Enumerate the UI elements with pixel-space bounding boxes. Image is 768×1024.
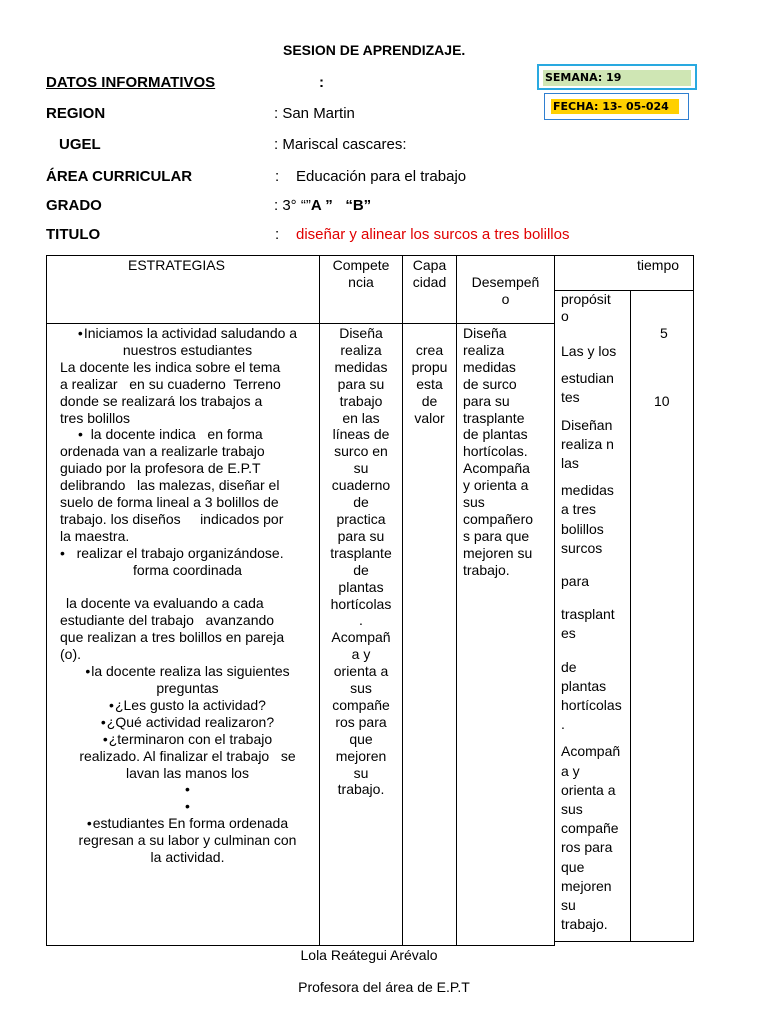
proposito-line: medidas [561,482,614,499]
estrategia-line: la actividad. [150,849,225,866]
estrategia-line: realizar el trabajo organizándose. [76,544,284,561]
desempeno-line: Diseña [463,325,507,341]
competencia-line: líneas de [332,426,390,443]
desempeno-line: y orienta a [463,477,529,494]
proposito-line: Las y los [561,343,617,359]
estrategia-line: la docente va evaluando a cada [66,595,264,612]
header-capacidad-line2: cidad [412,273,447,290]
competencia-line: realiza [340,341,382,358]
competencia-line: plantas [338,578,384,595]
header-proposito-line1: propósit [561,291,611,307]
competencia-line: su [353,460,369,477]
estrategia-line: guiado por la profesora de E.P.T [60,460,261,477]
capacidad-line: crea [415,342,444,358]
desempeno-line: sus [463,494,485,511]
grado-value [274,197,371,214]
competencia-line: orienta a [333,663,389,680]
datos-label: DATOS INFORMATIVOS [46,74,216,91]
competencia-line: en las [342,409,380,426]
proposito-line: de [561,658,577,675]
table-header-divider [46,323,555,324]
competencia-line: para su [337,527,385,544]
competencia-line: Acompañ [331,629,391,646]
proposito-line: compañe [561,820,619,837]
area-value: Educación para el trabajo [296,168,467,185]
estrategia-line: estudiante del trabajo avanzando [60,612,275,629]
estrategia-line: la docente indica en forma [90,426,263,443]
tiempo-value: 10 [654,393,670,409]
header-desempeno-line2: o [501,290,510,307]
header-competencia [320,257,402,291]
capacidad-line: propu [411,358,448,375]
header-competencia-line1: Compete [332,257,390,273]
teacher-role: Profesora del área de E.P.T [298,979,470,995]
area-colon: : [275,168,280,185]
estrategia-line: • estudiantes En forma ordenada [60,815,315,832]
estrategia-line: realizado. Al finalizar el trabajo se [79,747,296,764]
datos-colon: : [319,74,324,91]
competencia-line: mejoren [335,747,387,764]
estrategia-line: regresan a su labor y culminan con [78,832,297,849]
competencia-line: surco en [334,443,388,460]
competencia-line: que [349,730,373,747]
estrategia-line: (o). [60,646,81,663]
header-capacidad [403,257,456,291]
estrategia-line: • ¿terminaron con el trabajo [60,731,315,748]
competencia-line: compañe [332,696,390,713]
competencia-cell [322,325,400,798]
page-title: SESION DE APRENDIZAJE. [283,42,466,58]
competencia-line: para su [337,375,385,392]
region-value: : San Martin [274,105,355,122]
capacidad-line: esta [416,375,443,392]
estrategia-line: La docente les indica sobre el tema [60,358,281,375]
proposito-line: trabajo. [561,916,608,933]
grado-section-a: A ” [310,197,333,214]
desempeno-line: Acompaña [463,460,530,477]
desempeno-line: s para que [463,527,530,544]
grado-section-b: “B” [345,197,372,214]
competencia-line: su [353,764,369,781]
estrategia-line: que realizan a tres bolillos en pareja [60,629,285,646]
estrategia-line: donde se realizará los trabajos a [60,392,263,409]
area-label: ÁREA CURRICULAR [46,168,193,185]
proposito-line: mejoren [561,877,612,894]
proposito-line: ros para [561,839,613,856]
grado-label: GRADO [46,197,102,214]
proposito-line: realiza n [561,435,614,452]
desempeno-line: hortícolas. [463,443,528,460]
competencia-line: . [359,612,363,629]
fecha-badge [544,93,689,120]
estrategia-line: tres bolillos [60,409,131,426]
col-border-1 [46,255,47,946]
titulo-value: diseñar y alinear los surcos a tres bolillos [296,226,570,243]
col-border-5 [554,255,555,946]
table-border-bottom-right [555,941,694,942]
competencia-line: practica [336,510,386,527]
desempeno-line: mejoren su [463,544,533,561]
estrategia-line: preguntas [156,680,219,697]
table-border-top [46,255,694,256]
titulo-label: TITULO [46,226,101,243]
estrategia-line: delibrando las malezas, diseñar el [60,477,280,494]
proposito-line: su [561,897,576,914]
competencia-line: de [353,561,369,578]
competencia-line: medidas [334,358,388,375]
grado-prefix: : 3° “” [274,197,311,214]
empty-bullet: • [185,781,190,798]
desempeno-line: medidas [463,358,516,375]
proposito-line: hortícolas [561,697,622,714]
proposito-line: a tres [561,501,597,518]
teacher-name: Lola Reátegui Arévalo [300,947,438,963]
estrategia-line: • ¿Qué actividad realizaron? [60,714,315,731]
titulo-colon: : [275,226,280,243]
proposito-line: bolillos [561,520,604,537]
proposito-cell [561,342,631,934]
proposito-line: las [561,455,579,472]
semana-text: SEMANA: 19 [543,70,691,86]
empty-bullet: • [185,798,190,815]
competencia-line: ros para [335,713,387,730]
competencia-line: cuaderno [331,477,391,494]
col-border-2 [319,255,320,946]
header-tiempo: tiempo [637,257,680,273]
tiempo-value: 5 [660,325,668,341]
ugel-label: UGEL [59,136,101,153]
col-border-7 [693,255,694,942]
header-desempeno [457,274,554,308]
ugel-value: : Mariscal cascares: [274,136,407,153]
estrategia-bullet-line: • la docente indica en forma [78,426,263,443]
capacidad-line: de [421,392,438,409]
estrategia-line: suelo de forma lineal a 3 bolillos de [60,494,279,511]
competencia-line: a y [351,646,371,663]
estrategia-line: nuestros estudiantes [122,341,253,358]
semana-badge [537,64,697,90]
proposito-line: que [561,858,585,875]
region-label: REGION [46,105,106,122]
proposito-line: es [561,625,576,642]
proposito-line: surcos [561,539,603,556]
estrategia-line: trabajo. los diseños indicados por [60,510,284,527]
competencia-line: hortícolas [330,595,392,612]
desempeno-line: para su [463,392,510,409]
proposito-line: estudian [561,370,614,387]
header-capacidad-line1: Capa [412,257,447,273]
proposito-line: tes [561,389,580,406]
desempeno-line: compañero [463,510,534,527]
competencia-line: de [353,494,369,511]
capacidad-line: valor [414,409,445,426]
desempeno-line: de plantas [463,426,528,443]
proposito-line: . [561,716,565,733]
fecha-text: FECHA: 13- 05-024 [551,99,679,114]
estrategias-cell [60,325,315,866]
estrategia-bullet-line: • realizar el trabajo organizándose. [60,544,284,561]
col-border-4 [456,255,457,946]
proposito-line: sus [561,801,583,818]
estrategia-line: • Iniciamos la actividad saludando a [60,325,315,342]
capacidad-cell [403,342,456,427]
estrategia-line: la maestra. [60,527,130,544]
header-estrategias: ESTRATEGIAS [128,257,225,273]
proposito-line: trasplant [561,606,615,623]
estrategia-line: • ¿Les gusto la actividad? [60,697,315,714]
header-proposito [561,291,629,325]
desempeno-line: de surco [463,375,517,392]
competencia-line: trasplante [330,544,392,561]
competencia-line: trabajo [339,392,383,409]
header-proposito-line2: o [561,307,569,324]
proposito-line: orienta a [561,781,616,798]
estrategia-line: lavan las manos los [126,764,249,781]
estrategia-line: forma coordinada [133,561,242,578]
competencia-line: sus [350,680,372,697]
estrategia-line: ordenada van a realizarle trabajo [60,443,265,460]
table-border-bottom [46,945,555,946]
desempeno-line: trasplante [463,409,525,426]
proposito-line: a y [561,762,580,779]
spacer [60,579,315,596]
competencia-line: trabajo. [337,781,385,798]
estrategia-line: • la docente realiza las siguientes [60,663,315,680]
desempeno-line: trabajo. [463,561,510,578]
competencia-line: Diseña [339,325,383,341]
proposito-line: Acompañ [561,743,621,760]
estrategia-line: a realizar en su cuaderno Terreno [60,375,281,392]
desempeno-line: realiza [463,341,505,358]
header-desempeno-line1: Desempeñ [471,274,540,290]
proposito-line: para [561,573,590,590]
proposito-line: Diseñan [561,416,613,433]
desempeno-cell [463,325,553,579]
proposito-line: plantas [561,677,607,694]
header-competencia-line2: ncia [348,273,374,290]
